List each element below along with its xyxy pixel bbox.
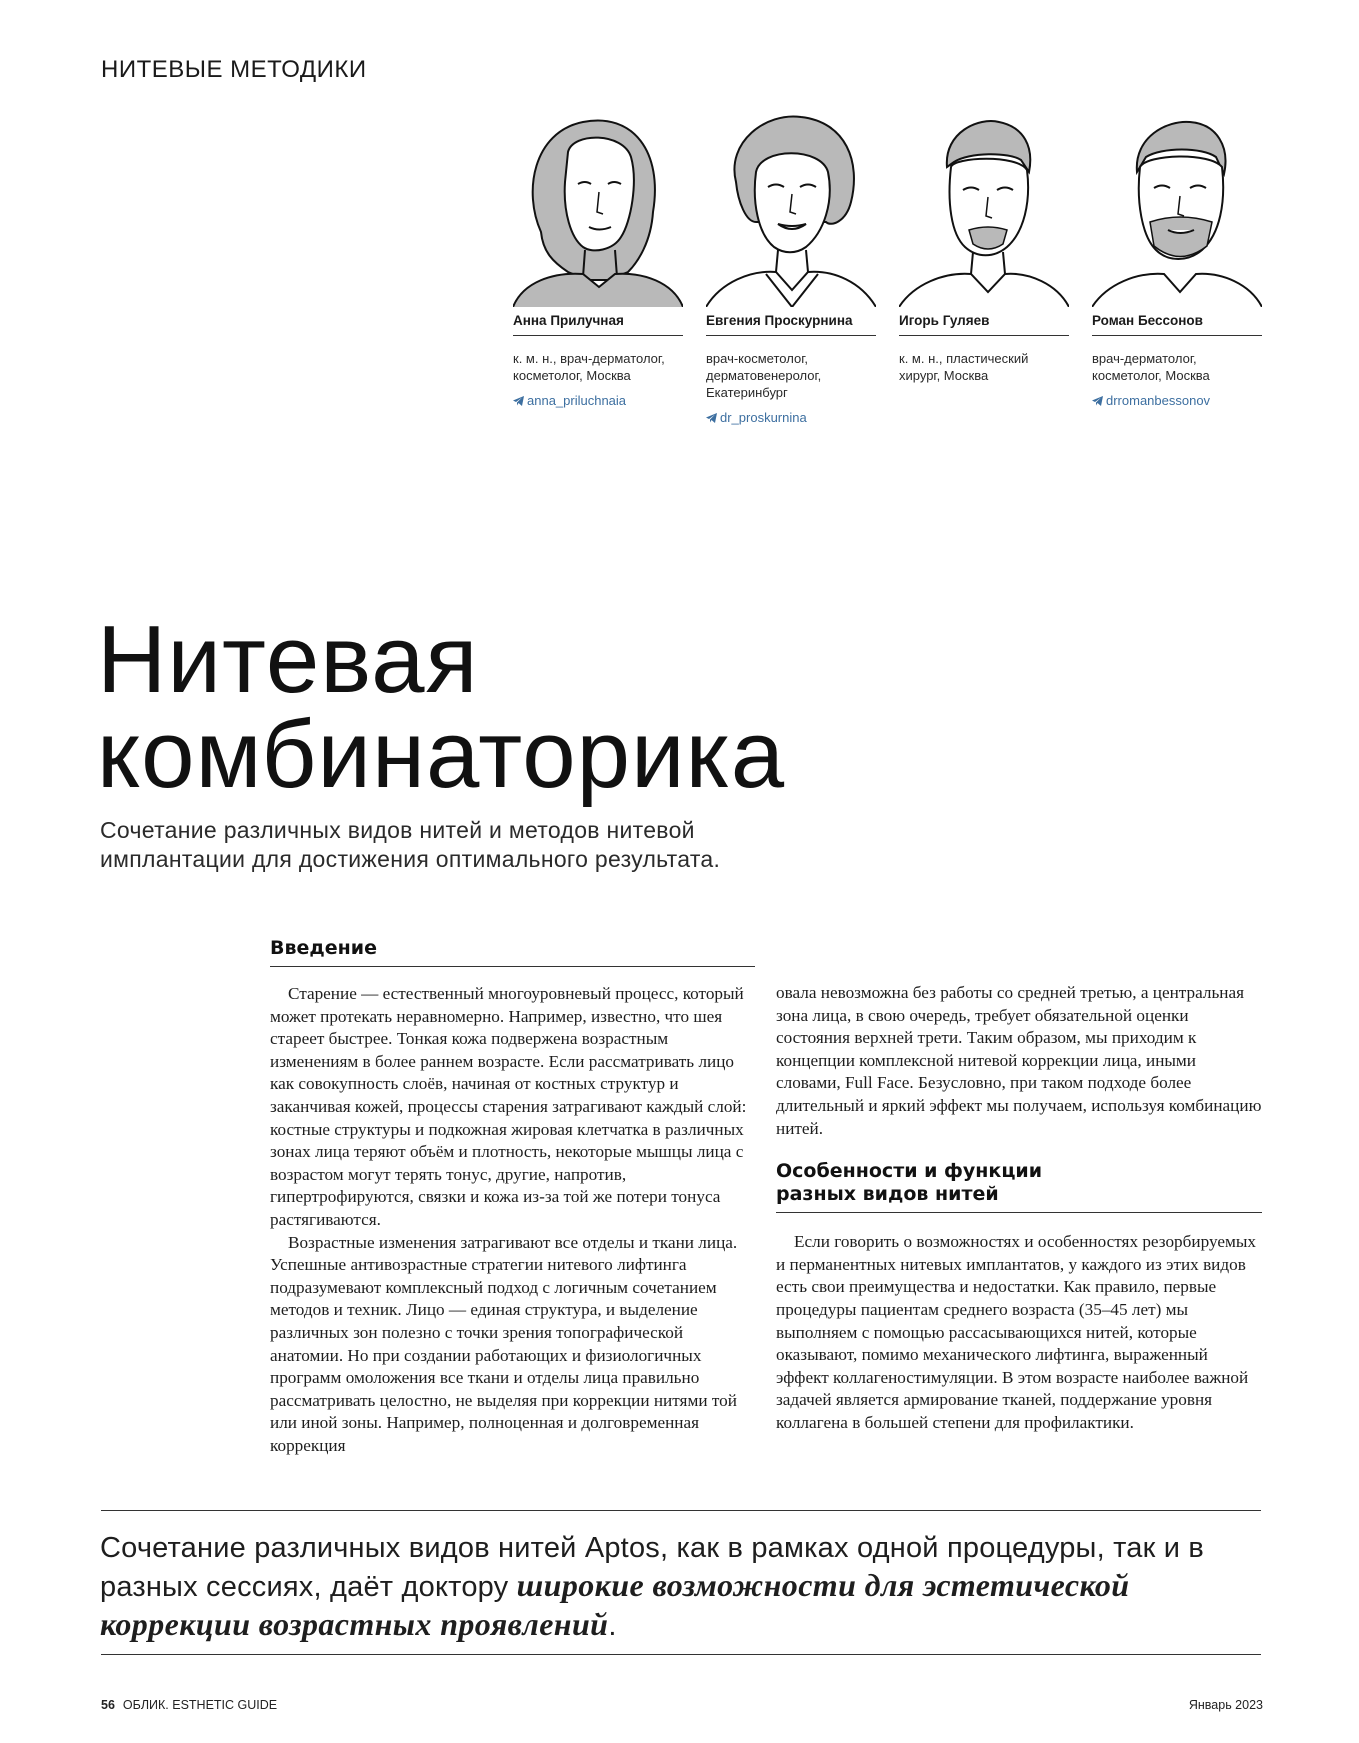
section-heading: Введение: [270, 937, 755, 967]
heading-line: разных видов нитей: [776, 1183, 999, 1206]
author-role: врач-косметолог, дерматовенеролог, Екатеринбург: [706, 351, 822, 400]
article-lede: Сочетание различных видов нитей и методов нитевой имплантации для достижения оптимального результата.: [100, 817, 721, 872]
author-role: врач-дерматолог, косметолог, Москва: [1092, 351, 1210, 383]
quote-end: .: [608, 1610, 617, 1642]
paragraph: Если говорить о возможностях и особенностях резорбируемых и перманентных нитевых имплантатов, у каждого из этих видов есть свои преимущества и недостатки. Как правило, первые процедуры пациентам среднего возраста (35–45 лет) мы выполняем с помощью рассасывающихся нитей, которые оказывают, помимо механического лифтинга, выраженный эффект коллагеностимуляции. В этом возрасте наиболее важной задачей является армирование тканей, поддержание уровня коллагена в большей степени для профилактики.: [776, 1232, 1256, 1432]
paragraph: Возрастные изменения затрагивают все отделы и ткани лица. Успешные антивозрастные стратегии нитевого лифтинга подразумевают комплексный подход с логичным сочетанием методов и техник. Лицо — единая структура, и выделение различных зон полезно с точки зрения топографической анатомии. Но при создании работающих и физиологичных программ омоложения все ткани и отделы лица правильно рассматривать целостно, не выделяя при коррекции нитями той или иной зоны. Например, полноценная и долговременная коррекция: [270, 1232, 738, 1455]
portrait-illustration: [706, 112, 876, 307]
body-text: [270, 983, 755, 1457]
paragraph: Старение — естественный многоуровневый процесс, который может протекать неравномерно. Например, известно, что шея стареет быстрее. Тонкая кожа подвержена возрастным изменениям в более раннем возрасте. Если рассматривать лицо как совокупность слоёв, начиная от костных структур и заканчивая кожей, процессы старения затрагивают каждый слой: костные структуры и подкожная жировая клетчатка в различных зонах лица теряют объём и плотность, некоторые мышцы лица с возрастом могут терять тонус, другие, напротив, гипертрофируются, связки и кожа из-за той же потери тонуса растягиваются.: [270, 984, 747, 1229]
body-text: [776, 1231, 1262, 1434]
heading-line: Особенности и функции: [776, 1160, 1043, 1183]
author-role: к. м. н., пластический хирург, Москва: [899, 351, 1029, 383]
quote-emphasis: широкие возможности для эстетической коррекции возрастных проявлений: [100, 1567, 1130, 1642]
telegram-link[interactable]: [706, 410, 876, 425]
telegram-link[interactable]: [513, 393, 683, 408]
portrait-illustration: [899, 112, 1069, 307]
publication-name: ОБЛИК. ESTHETIC GUIDE: [122, 1698, 278, 1712]
portrait-illustration: [513, 112, 683, 307]
portrait-illustration: [1092, 112, 1262, 307]
author-card: [1092, 112, 1262, 408]
telegram-handle: dr_proskurnina: [720, 410, 807, 425]
article-title: [97, 606, 786, 808]
pull-quote: [100, 1530, 1270, 1645]
body-text: [776, 982, 1262, 1140]
author-name: Игорь Гуляев: [899, 311, 1069, 336]
author-name: Евгения Проскурнина: [706, 311, 876, 336]
footer-left: [101, 1698, 277, 1712]
paragraph: овала невозможна без работы со средней третью, а центральная зона лица, в свою очередь, требует обязательной оценки состояния верхней трети. Таким образом, мы приходим к концепции комплексной нитевой коррекции лица, иными словами, Full Face. Безусловно, при таком подходе более длительный и яркий эффект мы получаем, используя комбинацию нитей.: [776, 983, 1262, 1138]
quote-text: Сочетание различных видов нитей Aptos, как в рамках одной процедуры, так и в разных сессиях, даёт доктору: [100, 1532, 1204, 1603]
author-card: [513, 112, 683, 408]
telegram-link[interactable]: [1092, 393, 1262, 408]
page-number: 56: [101, 1698, 115, 1712]
author-card: [706, 112, 876, 425]
telegram-icon: [513, 396, 524, 406]
quote-rule-top: [101, 1510, 1261, 1511]
title-line: Нитевая: [97, 606, 479, 713]
section-label: НИТЕВЫЕ МЕТОДИКИ: [101, 56, 367, 83]
intro-column: [270, 937, 755, 1457]
quote-rule-bottom: [101, 1654, 1261, 1655]
right-column: [776, 982, 1262, 1435]
section-heading: [776, 1160, 1262, 1213]
telegram-handle: drromanbessonov: [1106, 393, 1211, 408]
author-name: Анна Прилучная: [513, 311, 683, 336]
issue-date: Январь 2023: [1188, 1698, 1263, 1712]
author-role: к. м. н., врач-дерматолог, косметолог, Москва: [513, 351, 665, 383]
telegram-icon: [1092, 396, 1103, 406]
telegram-icon: [706, 413, 717, 423]
author-card: [899, 112, 1069, 384]
author-name: Роман Бессонов: [1092, 311, 1262, 336]
title-line: комбинаторика: [97, 701, 786, 808]
telegram-handle: anna_priluchnaia: [527, 393, 627, 408]
